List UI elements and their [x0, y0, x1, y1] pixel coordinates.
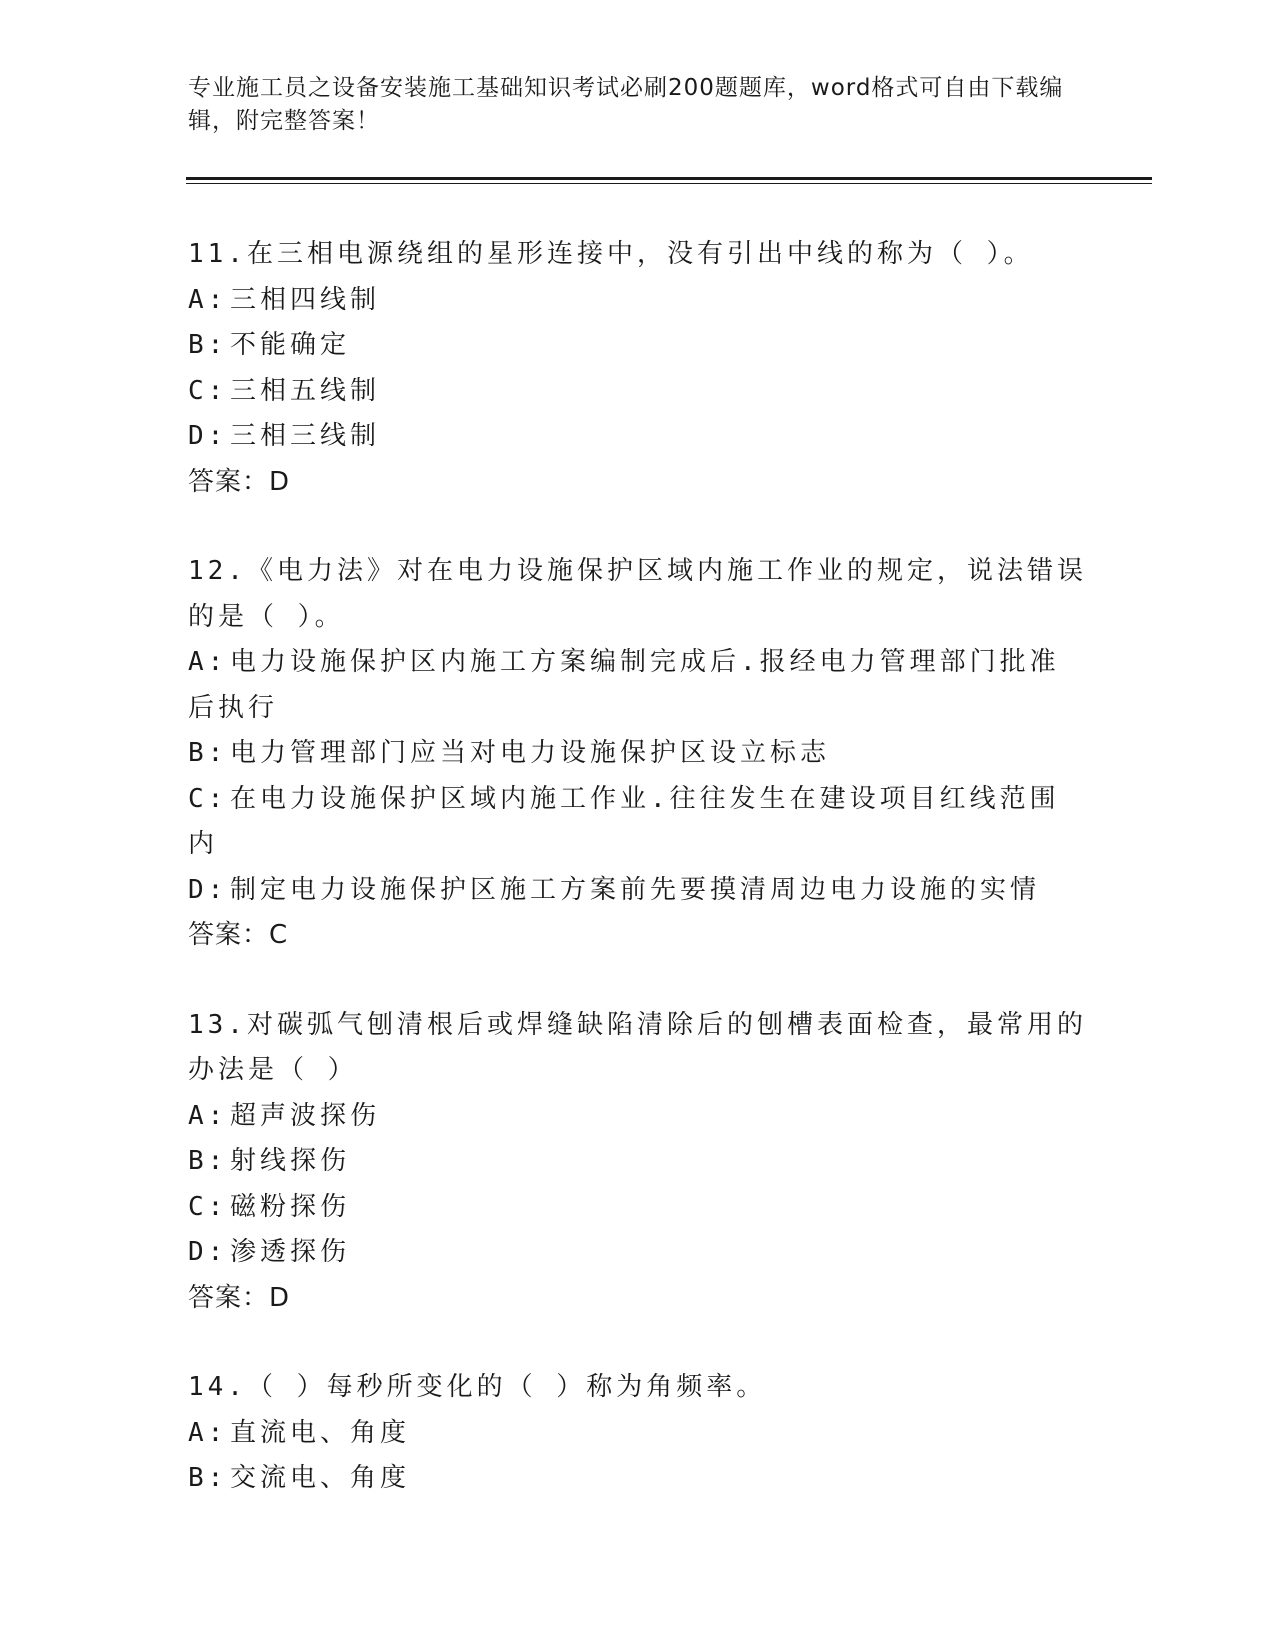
option-b: [188, 731, 1088, 777]
question-text: 对碳弧气刨清根后或焊缝缺陷清除后的刨槽表面检查，最常用的办法是（ ）: [188, 1009, 1087, 1085]
option-text: 电力管理部门应当对电力设施保护区设立标志: [230, 738, 831, 768]
question-11: [188, 232, 1088, 505]
option-text: 不能确定: [230, 330, 351, 360]
option-letter: D:: [188, 421, 228, 451]
question-stem: [188, 1365, 1088, 1411]
option-b: [188, 1456, 1088, 1502]
option-b: [188, 323, 1088, 369]
question-stem: [188, 549, 1088, 640]
question-number: 13.: [188, 1009, 247, 1040]
question-12: [188, 549, 1088, 959]
option-text: 射线探伤: [230, 1146, 351, 1176]
question-text: 《电力法》对在电力设施保护区域内施工作业的规定，说法错误的是（ ）。: [188, 556, 1087, 632]
answer-line: 答案：D: [188, 466, 291, 497]
question-14: [188, 1365, 1088, 1502]
option-text: 超声波探伤: [230, 1100, 381, 1131]
option-letter: C:: [188, 1191, 228, 1222]
option-text: 三相三线制: [230, 421, 381, 451]
option-d: [188, 868, 1088, 914]
answer-line: 答案：C: [188, 920, 289, 950]
answer-line: 答案：D: [188, 1282, 291, 1313]
option-letter: A:: [188, 1417, 228, 1448]
question-number: 12.: [188, 556, 247, 586]
option-text: 三相四线制: [230, 284, 381, 315]
option-letter: C:: [188, 783, 228, 814]
option-letter: D:: [188, 874, 228, 905]
option-a: [188, 640, 1088, 731]
question-list: [188, 232, 1088, 1546]
question-text: 在三相电源绕组的星形连接中，没有引出中线的称为（ ）。: [246, 239, 1034, 269]
option-d: [188, 1230, 1088, 1276]
option-letter: C:: [188, 375, 228, 406]
option-text: 制定电力设施保护区施工方案前先要摸清周边电力设施的实情: [230, 874, 1041, 905]
question-number: 14.: [188, 1372, 247, 1402]
question-stem: [188, 232, 1088, 278]
option-letter: B:: [188, 330, 228, 360]
option-a: [188, 1094, 1088, 1140]
option-text: 电力设施保护区内施工方案编制完成后.报经电力管理部门批准后执行: [188, 647, 1060, 723]
question-stem: [188, 1003, 1088, 1094]
option-c: [188, 1185, 1088, 1231]
option-text: 交流电、角度: [230, 1463, 411, 1493]
option-c: [188, 777, 1088, 868]
option-a: [188, 1411, 1088, 1457]
option-text: 三相五线制: [230, 375, 381, 406]
header-divider-thick: [186, 177, 1152, 180]
option-letter: B:: [188, 1146, 228, 1176]
document-header: 专业施工员之设备安装施工基础知识考试必刷200题题库，word格式可自由下载编辑，附完整答案！: [188, 75, 1064, 134]
option-letter: B:: [188, 1463, 228, 1493]
option-text: 在电力设施保护区域内施工作业.往往发生在建设项目红线范围内: [188, 783, 1060, 859]
question-number: 11.: [188, 239, 247, 269]
option-letter: A:: [188, 284, 228, 315]
option-letter: D:: [188, 1237, 228, 1267]
option-c: [188, 369, 1088, 415]
option-b: [188, 1139, 1088, 1185]
option-text: 磁粉探伤: [230, 1191, 351, 1222]
option-letter: A:: [188, 1100, 228, 1131]
header-divider-thin: [186, 183, 1152, 184]
question-13: [188, 1003, 1088, 1322]
option-text: 直流电、角度: [230, 1417, 411, 1448]
option-a: [188, 278, 1088, 324]
option-text: 渗透探伤: [230, 1237, 351, 1267]
option-d: [188, 414, 1088, 460]
option-letter: A:: [188, 647, 228, 677]
option-letter: B:: [188, 738, 228, 768]
question-text: （ ）每秒所变化的（ ）称为角频率。: [246, 1372, 767, 1402]
